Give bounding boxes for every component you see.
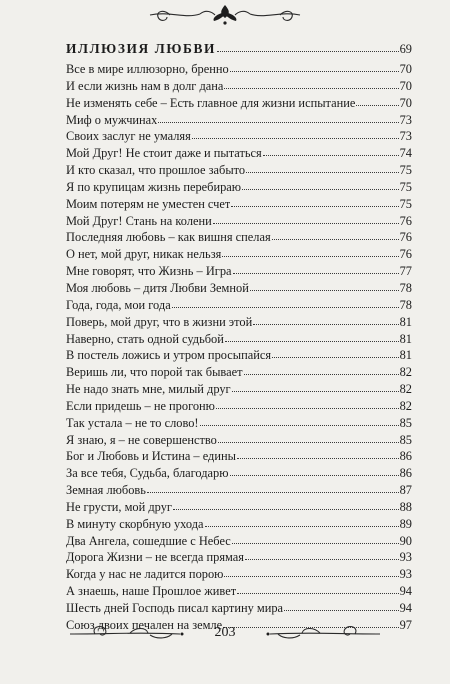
entry-page-number: 86 (399, 449, 412, 464)
leader-dots (237, 581, 398, 594)
toc-entry (66, 498, 412, 515)
section-heading-row (66, 40, 412, 60)
leader-dots (216, 396, 399, 409)
entry-title: Два Ангела, сошедшие с Небес (66, 533, 231, 548)
leader-dots (253, 312, 398, 325)
entry-title: Поверь, мой друг, что в жизни этой (66, 314, 253, 329)
leader-dots (230, 463, 399, 476)
entry-page-number: 81 (399, 348, 412, 363)
leader-dots (230, 59, 399, 72)
entry-title: Шесть дней Господь писал картину мира (66, 601, 284, 615)
leader-dots (356, 93, 398, 106)
entry-page-number: 87 (399, 483, 412, 498)
entry-page-number: 88 (399, 499, 412, 514)
leader-dots (224, 76, 398, 89)
leader-dots (213, 211, 399, 224)
entry-title: Я по крупицам жизнь перебираю (66, 179, 242, 194)
entry-page-number: 70 (399, 62, 412, 76)
leader-dots (200, 413, 399, 426)
entry-page-number: 81 (399, 331, 412, 346)
leader-dots (232, 379, 399, 392)
leader-dots (225, 329, 399, 342)
entry-title: О нет, мой друг, никак нельзя (66, 247, 222, 262)
leader-dots (222, 244, 398, 257)
entry-title: Не надо знать мне, милый друг (66, 382, 231, 397)
entry-title: Если придешь – не прогоню (66, 398, 215, 413)
entry-page-number: 82 (399, 398, 412, 413)
toc-entry (66, 330, 412, 347)
entry-page-number: 75 (399, 179, 412, 194)
leader-dots (231, 194, 398, 207)
toc-entry (66, 380, 412, 397)
entry-page-number: 90 (399, 533, 412, 548)
entry-title: И кто сказал, что прошлое забыто (66, 163, 246, 178)
toc-entry (66, 245, 412, 262)
entry-title: За все тебя, Судьба, благодарю (66, 466, 229, 481)
leader-dots (272, 227, 399, 240)
leader-dots (147, 480, 399, 493)
entry-page-number: 85 (399, 415, 412, 430)
entry-title: Моим потерям не уместен счет (66, 196, 231, 211)
entry-page-number: 70 (399, 95, 412, 110)
leader-dots (224, 564, 398, 577)
entry-title: Все в мире иллюзорно, бренно (66, 62, 229, 76)
table-of-contents (66, 40, 412, 633)
entry-title: Мне говорят, что Жизнь – Игра (66, 264, 232, 279)
leader-dots (245, 547, 399, 560)
entry-title: Так устала – не то слово! (66, 415, 199, 430)
page-number: 203 (214, 625, 236, 640)
leader-dots (158, 110, 398, 123)
entry-title: Бог и Любовь и Истина – едины (66, 449, 236, 464)
toc-entry (66, 397, 412, 414)
toc-entry (66, 515, 412, 532)
leader-dots (242, 177, 399, 190)
entry-page-number: 94 (399, 601, 412, 615)
entry-title: Веришь ли, что порой так бывает (66, 365, 243, 380)
leader-dots (244, 362, 399, 375)
toc-entry (66, 313, 412, 330)
leader-dots (263, 143, 399, 156)
entry-page-number: 70 (399, 78, 412, 93)
leader-dots (192, 126, 399, 139)
entry-page-number: 85 (399, 432, 412, 447)
toc-entry (66, 161, 412, 178)
entry-page-number: 82 (399, 365, 412, 380)
entry-title: Наверно, стать одной судьбой (66, 331, 224, 346)
toc-entry (66, 582, 412, 599)
toc-entry (66, 195, 412, 212)
leader-dots (205, 514, 399, 527)
toc-entry (66, 228, 412, 245)
entry-page-number: 77 (399, 264, 412, 279)
toc-entry (66, 532, 412, 549)
entry-page-number: 94 (399, 584, 412, 599)
leader-dots (246, 160, 399, 173)
toc-entry (66, 548, 412, 565)
entry-page-number: 93 (399, 567, 412, 582)
leader-dots (218, 430, 399, 443)
entry-title: Земная любовь (66, 483, 146, 498)
leader-dots (173, 497, 399, 510)
toc-entry (66, 431, 412, 448)
entry-page-number: 86 (399, 466, 412, 481)
toc-entry (66, 447, 412, 464)
entry-page-number: 93 (399, 550, 412, 565)
entry-page-number: 81 (399, 314, 412, 329)
toc-entry (66, 464, 412, 481)
entry-title: Союз двоих печален на земле (66, 617, 223, 632)
leader-dots (250, 278, 399, 291)
entry-title: Не грусти, мой друг (66, 499, 172, 514)
entry-page-number: 89 (399, 516, 412, 531)
entry-page-number: 73 (399, 129, 412, 144)
toc-entries (66, 60, 412, 633)
entry-page-number: 75 (399, 163, 412, 178)
entry-title: Моя любовь – дитя Любви Земной (66, 280, 249, 295)
entry-title: Своих заслуг не умаляя (66, 129, 191, 144)
top-ornament-icon (0, 2, 450, 28)
entry-title: Мой Друг! Не стоит даже и пытаться (66, 146, 262, 161)
entry-page-number: 78 (399, 280, 412, 295)
entry-title: Мой Друг! Стань на колени (66, 213, 212, 228)
toc-entry (66, 111, 412, 128)
toc-entry (66, 127, 412, 144)
entry-title: Я знаю, я – не совершенство (66, 432, 217, 447)
entry-title: В минуту скорбную ухода (66, 516, 204, 531)
leader-dots (232, 531, 399, 544)
entry-page-number: 73 (399, 112, 412, 127)
entry-title: Последняя любовь – как вишня спелая (66, 230, 271, 245)
entry-title: А знаешь, наше Прошлое живет (66, 584, 237, 599)
toc-entry (66, 212, 412, 229)
toc-entry (66, 599, 412, 616)
entry-page-number: 76 (399, 213, 412, 228)
toc-entry (66, 94, 412, 111)
leader-dots (233, 261, 399, 274)
toc-entry (66, 296, 412, 313)
toc-entry (66, 346, 412, 363)
leader-dots (217, 39, 399, 52)
entry-title: Года, года, мои года (66, 297, 171, 312)
toc-entry (66, 144, 412, 161)
toc-entry (66, 279, 412, 296)
entry-page-number: 75 (399, 196, 412, 211)
toc-entry (66, 414, 412, 431)
toc-entry (66, 565, 412, 582)
entry-title: Миф о мужчинах (66, 112, 158, 127)
entry-title: Не изменять себе – Есть главное для жизни испытание (66, 95, 356, 110)
section-heading: ИЛЛЮЗИЯ ЛЮБВИ (66, 41, 217, 56)
toc-entry (66, 60, 412, 77)
entry-title: И если жизнь нам в долг дана (66, 78, 224, 93)
leader-dots (272, 345, 399, 358)
leader-dots (237, 446, 399, 459)
entry-title: Когда у нас не ладится порою (66, 567, 224, 582)
entry-title: В постель ложись и утром просыпайся (66, 348, 272, 363)
entry-page-number: 82 (399, 382, 412, 397)
toc-entry (66, 481, 412, 498)
leader-dots (172, 295, 399, 308)
entry-page-number: 76 (399, 247, 412, 262)
toc-entry (66, 262, 412, 279)
entry-page-number: 78 (399, 297, 412, 312)
entry-page-number: 97 (399, 617, 412, 632)
toc-entry (66, 178, 412, 195)
toc-entry (66, 77, 412, 94)
entry-page-number: 74 (399, 146, 412, 161)
entry-page-number: 76 (399, 230, 412, 245)
entry-title: Дорога Жизни – не всегда прямая (66, 550, 244, 565)
section-page-number: 69 (399, 42, 412, 56)
toc-entry (66, 363, 412, 380)
leader-dots (284, 598, 399, 611)
